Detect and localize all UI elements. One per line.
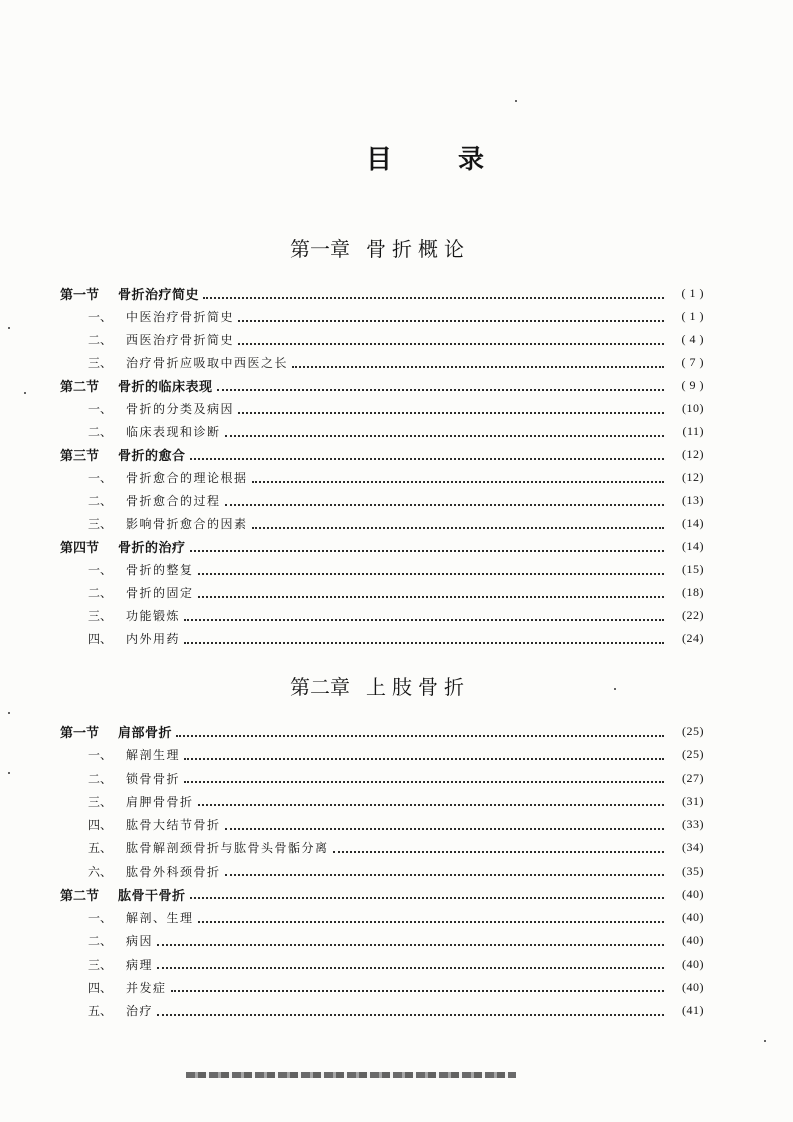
entry-label: 一、	[88, 563, 113, 577]
toc-subentry	[58, 512, 704, 535]
entry-page-number: (10)	[682, 401, 704, 415]
entry-title: 骨折的分类及病因	[126, 402, 235, 416]
scan-speck	[515, 100, 517, 102]
entry-page-number: ( 7 )	[681, 355, 704, 369]
dot-leader	[203, 297, 664, 299]
entry-title: 并发症	[126, 980, 167, 995]
entry-page-number: ( 1 )	[681, 286, 704, 300]
entry-label: 第一节	[60, 725, 100, 741]
scan-speck	[614, 688, 616, 690]
toc-subentry	[58, 328, 704, 351]
toc-subentry	[58, 351, 704, 374]
entry-label: 第二节	[60, 379, 100, 394]
dot-leader	[225, 874, 664, 876]
entry-title: 内外用药	[126, 632, 181, 646]
dot-leader	[252, 481, 664, 483]
entry-title: 病理	[126, 957, 154, 972]
entry-label: 二、	[88, 494, 113, 508]
entry-title: 骨折的治疗	[118, 540, 186, 555]
toc-subentry	[58, 558, 704, 581]
entry-label: 三、	[88, 794, 113, 809]
entry-title: 西医治疗骨折简史	[126, 333, 235, 347]
toc-subentry	[58, 420, 704, 443]
entry-page-number: (11)	[682, 424, 704, 438]
entry-title: 临床表现和诊断	[126, 425, 221, 439]
toc-subentry	[58, 836, 704, 859]
toc-section-entry	[58, 883, 704, 906]
dot-leader	[190, 897, 664, 899]
entry-page-number: (18)	[682, 585, 704, 599]
entry-page-number: (14)	[682, 539, 704, 553]
chapter-number: 第一章	[290, 239, 350, 261]
entry-page-number: ( 4 )	[681, 332, 704, 346]
toc-section-entry	[58, 720, 704, 743]
scan-speck	[8, 772, 10, 774]
toc-section-entry	[58, 374, 704, 397]
toc-subentry	[58, 976, 704, 999]
toc-subentry	[58, 999, 704, 1022]
dot-leader	[171, 990, 664, 992]
scan-artifact	[186, 1072, 516, 1078]
dot-leader	[184, 619, 664, 621]
entry-label: 第三节	[60, 448, 100, 463]
entry-label: 二、	[88, 586, 113, 600]
toc-subentry	[58, 953, 704, 976]
entry-title: 锁骨骨折	[126, 771, 181, 786]
dot-leader	[252, 527, 664, 529]
dot-leader	[292, 366, 664, 368]
entry-page-number: (13)	[682, 493, 704, 507]
chapter-name: 上肢骨折	[366, 677, 470, 699]
toc-subentry	[58, 929, 704, 952]
entry-page-number: (40)	[682, 910, 704, 925]
entry-label: 一、	[88, 310, 113, 324]
entry-page-number: (40)	[682, 979, 704, 994]
entry-page-number: (40)	[682, 886, 704, 901]
entry-label: 一、	[88, 748, 113, 763]
dot-leader	[238, 343, 664, 345]
entry-page-number: (40)	[682, 933, 704, 948]
toc-subentry	[58, 305, 704, 328]
entry-label: 五、	[88, 841, 113, 856]
chapter-heading	[240, 674, 520, 702]
entry-title: 解剖生理	[126, 748, 181, 763]
entry-page-number: (41)	[682, 1003, 704, 1018]
entry-title: 影响骨折愈合的因素	[126, 517, 248, 531]
entry-page-number: (31)	[682, 793, 704, 808]
entry-label: 二、	[88, 771, 113, 786]
entry-label: 五、	[88, 1004, 113, 1019]
entry-title: 肩胛骨骨折	[126, 794, 194, 809]
dot-leader	[225, 828, 664, 830]
entry-page-number: (33)	[682, 817, 704, 832]
entry-title: 骨折的临床表现	[118, 379, 213, 394]
toc-subentry	[58, 489, 704, 512]
dot-leader	[157, 944, 664, 946]
dot-leader	[238, 412, 664, 414]
entry-title: 骨折愈合的过程	[126, 494, 221, 508]
entry-label: 四、	[88, 818, 113, 833]
dot-leader	[157, 967, 664, 969]
entry-page-number: (24)	[682, 631, 704, 645]
dot-leader	[190, 458, 664, 460]
entry-title: 骨折治疗简史	[118, 287, 200, 302]
dot-leader	[198, 804, 664, 806]
toc-list	[58, 720, 704, 1022]
entry-page-number: (40)	[682, 956, 704, 971]
dot-leader	[190, 550, 664, 552]
dot-leader	[238, 320, 664, 322]
entry-label: 二、	[88, 425, 113, 439]
toc-subentry	[58, 743, 704, 766]
entry-label: 第一节	[60, 287, 100, 302]
scan-speck	[24, 392, 26, 394]
toc-list	[58, 282, 704, 650]
entry-page-number: ( 1 )	[681, 309, 704, 323]
entry-title: 治疗	[126, 1004, 154, 1019]
entry-page-number: (34)	[682, 840, 704, 855]
toc-section-entry	[58, 535, 704, 558]
toc-section-entry	[58, 282, 704, 305]
entry-label: 一、	[88, 471, 113, 485]
entry-label: 三、	[88, 517, 113, 531]
entry-title: 肱骨干骨折	[118, 887, 186, 903]
entry-page-number: (12)	[682, 470, 704, 484]
entry-label: 四、	[88, 980, 113, 995]
entry-label: 一、	[88, 402, 113, 416]
toc-subentry	[58, 466, 704, 489]
toc-subentry	[58, 604, 704, 627]
entry-title: 骨折的整复	[126, 563, 194, 577]
entry-title: 肩部骨折	[118, 725, 173, 741]
dot-leader	[198, 921, 664, 923]
dot-leader	[184, 781, 664, 783]
entry-label: 二、	[88, 934, 113, 949]
entry-title: 肱骨解剖颈骨折与肱骨头骨骺分离	[126, 841, 329, 856]
entry-title: 骨折的固定	[126, 586, 194, 600]
dot-leader	[157, 1014, 664, 1016]
dot-leader	[176, 735, 664, 737]
toc-subentry	[58, 767, 704, 790]
entry-title: 骨折愈合的理论根据	[126, 471, 248, 485]
scan-speck	[8, 327, 10, 329]
dot-leader	[333, 851, 664, 853]
dot-leader	[184, 758, 664, 760]
entry-label: 四、	[88, 632, 113, 646]
entry-label: 第四节	[60, 540, 100, 555]
toc-subentry	[58, 813, 704, 836]
entry-page-number: (35)	[682, 863, 704, 878]
toc-subentry	[58, 397, 704, 420]
dot-leader	[217, 389, 664, 391]
entry-page-number: (14)	[682, 516, 704, 530]
entry-label: 三、	[88, 957, 113, 972]
entry-title: 肱骨大结节骨折	[126, 818, 221, 833]
scan-speck	[8, 712, 10, 714]
toc-subentry	[58, 627, 704, 650]
entry-title: 功能锻炼	[126, 609, 181, 623]
entry-page-number: ( 9 )	[681, 378, 704, 392]
dot-leader	[225, 435, 664, 437]
entry-label: 三、	[88, 356, 113, 370]
entry-title: 骨折的愈合	[118, 448, 186, 463]
entry-title: 病因	[126, 934, 154, 949]
dot-leader	[225, 504, 664, 506]
entry-label: 一、	[88, 911, 113, 926]
toc-subentry	[58, 581, 704, 604]
chapter-name: 骨折概论	[366, 239, 470, 261]
scan-speck	[764, 1040, 766, 1042]
toc-subentry	[58, 860, 704, 883]
entry-label: 三、	[88, 609, 113, 623]
entry-page-number: (22)	[682, 608, 704, 622]
toc-section-entry	[58, 443, 704, 466]
toc-subentry	[58, 906, 704, 929]
entry-title: 中医治疗骨折简史	[126, 310, 235, 324]
entry-page-number: (12)	[682, 447, 704, 461]
dot-leader	[198, 573, 664, 575]
toc-subentry	[58, 790, 704, 813]
chapter-number: 第二章	[290, 677, 350, 699]
entry-label: 六、	[88, 864, 113, 879]
entry-title: 肱骨外科颈骨折	[126, 864, 221, 879]
entry-title: 治疗骨折应吸取中西医之长	[126, 356, 289, 370]
dot-leader	[184, 642, 664, 644]
dot-leader	[198, 596, 664, 598]
entry-page-number: (25)	[682, 724, 704, 739]
entry-page-number: (25)	[682, 747, 704, 762]
entry-label: 二、	[88, 333, 113, 347]
entry-page-number: (15)	[682, 562, 704, 576]
page-title: 目录	[366, 145, 551, 174]
entry-title: 解剖、生理	[126, 911, 194, 926]
entry-label: 第二节	[60, 887, 100, 903]
chapter-heading	[240, 236, 520, 264]
entry-page-number: (27)	[682, 770, 704, 785]
